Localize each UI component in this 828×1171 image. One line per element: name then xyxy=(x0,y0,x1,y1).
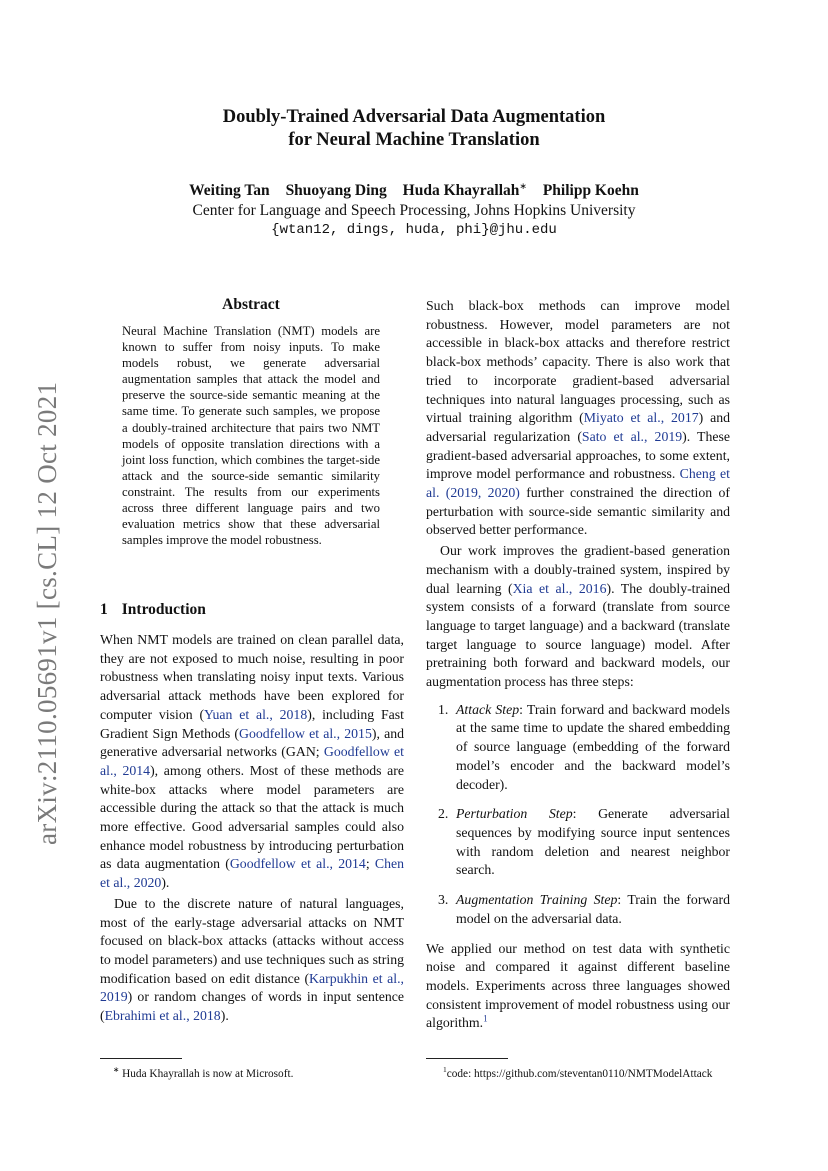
citation-link[interactable]: Yuan et al., 2018 xyxy=(204,706,308,722)
abstract-heading: Abstract xyxy=(222,296,280,313)
text-run: further constrained the direction of perturbation with source-side semantic similarity and observed better performance. xyxy=(426,485,730,538)
arxiv-stamp: arXiv:2110.05691v1 [cs.CL] 12 Oct 2021 xyxy=(32,381,62,845)
author-2: Shuoyang Ding xyxy=(285,182,387,200)
left-column xyxy=(100,631,404,1026)
footnote-right xyxy=(443,1063,712,1081)
author-3 xyxy=(403,182,527,199)
step-term: Augmentation Training Step xyxy=(456,892,618,908)
list-item xyxy=(426,805,730,880)
step-text: : Train forward and backward models at the same time to update the shared embedding of source language (embedding of the forward model’s encoder and the backward model’s decoder). xyxy=(456,701,730,792)
text-run: ). The doubly-trained system consists of a forward (translate from source language to target language) and a backward (translate target language to source language) model. After pretraining both forward and backward models, our augmentation process has three steps: xyxy=(426,580,730,690)
text-run: ) or random changes of words in input sentence ( xyxy=(100,989,404,1024)
text-run: We applied our method on test data with synthetic noise and compared it against different baseline models. Experiments across three languages showed consistent improvement of model robustness using our algorithm. xyxy=(426,940,730,1031)
author-3-name: Huda Khayrallah xyxy=(402,182,520,200)
step-number: 1. xyxy=(438,701,449,717)
right-column xyxy=(426,297,730,1033)
author-4: Philipp Koehn xyxy=(542,182,639,200)
author-1: Weiting Tan xyxy=(189,182,270,200)
author-3-footnote-mark[interactable]: ∗ xyxy=(519,181,527,191)
footnote-mark: ∗ xyxy=(113,1065,120,1074)
title-line-2: for Neural Machine Translation xyxy=(288,130,540,150)
citation-link[interactable]: Sato et al., 2019 xyxy=(581,428,683,444)
text-run: ). xyxy=(220,1008,229,1024)
intro-paragraph-4 xyxy=(426,542,730,692)
steps-list xyxy=(426,701,730,929)
text-run: ). These gradient-based adversarial approaches, to some extent, improve model performance and robustness. xyxy=(426,428,730,482)
step-term: Attack Step xyxy=(456,701,520,717)
affiliation: Center for Language and Speech Processing, Johns Hopkins University xyxy=(192,202,636,219)
citation-link[interactable]: Goodfellow et al., 2014 xyxy=(100,744,405,778)
footnote-left xyxy=(113,1063,293,1081)
text-run: ) and adversarial regularization ( xyxy=(426,410,731,444)
text-run: Due to the discrete nature of natural languages, most of the early-stage adversarial attacks on NMT focused on black-box attacks (attacks without access to model parameters) and use techniques such as string modification based on edit distance ( xyxy=(100,895,404,986)
section-heading-introduction xyxy=(100,601,206,619)
footnote-rule-right xyxy=(426,1058,508,1059)
text-run: When NMT models are trained on clean parallel data, they are not exposed to much noise, resulting in poor robustness when translating noisy input texts. Various adversarial attack methods have been explored for computer vision ( xyxy=(100,632,404,722)
citation-link[interactable]: Goodfellow et al., 2014 xyxy=(229,856,366,872)
citation-link[interactable]: Cheng et al. (2019, 2020) xyxy=(426,466,730,501)
text-run: ), including Fast Gradient Sign Methods ( xyxy=(100,706,405,741)
step-text: : Train the forward model on the adversarial data. xyxy=(456,892,730,926)
text-run: ), and generative adversarial networks (GAN; xyxy=(100,725,404,760)
citation-link[interactable]: Miyato et al., 2017 xyxy=(583,410,699,426)
author-emails: {wtan12, dings, huda, phi}@jhu.edu xyxy=(271,222,557,238)
text-run: ; xyxy=(365,856,375,872)
citation-link[interactable]: Goodfellow et al., 2015 xyxy=(239,725,372,741)
section-title: Introduction xyxy=(121,601,206,618)
text-run: Such black-box methods can improve model robustness. However, model parameters are not accessible in black-box attacks and therefore restrict black-box methods’ capacity. There is also work that tried to incorporate gradient-based adversarial techniques into natural languages processing, such as virtual training algorithm ( xyxy=(426,298,730,426)
footnote-mark-link[interactable]: 1 xyxy=(483,1013,488,1024)
footnote-link-text[interactable]: code: https://github.com/steventan0110/NMTModelAttack xyxy=(446,1067,713,1080)
text-run: ), among others. Most of these methods are white-box attacks where model parameters are accessible during the attack so that the attack is much more effective. Good adversarial samples could also enhance model robustness by introducing perturbation as data augmentation ( xyxy=(100,762,404,872)
footnote-mark: 1 xyxy=(443,1065,447,1074)
footnote-text: Huda Khayrallah is now at Microsoft. xyxy=(119,1067,294,1080)
citation-link[interactable]: Ebrahimi et al., 2018 xyxy=(104,1008,221,1024)
intro-paragraph-5 xyxy=(426,940,730,1034)
list-item xyxy=(426,701,730,795)
author-list xyxy=(100,181,728,200)
step-text: : Generate adversarial sequences by modifying source input sentences with random deletion and nearest neighbor search. xyxy=(456,806,730,878)
paper-title xyxy=(100,106,728,152)
step-term: Perturbation Step xyxy=(456,806,573,822)
footnote-rule-left xyxy=(100,1058,182,1059)
section-number: 1 xyxy=(100,601,108,618)
step-number: 2. xyxy=(438,806,449,822)
text-run: ). xyxy=(161,875,170,891)
text-run: Our work improves the gradient-based generation mechanism with a doubly-trained system, inspired by dual learning ( xyxy=(426,543,730,596)
citation-link[interactable]: Chen et al., 2020 xyxy=(100,856,404,891)
list-item xyxy=(426,891,730,928)
intro-paragraph-2 xyxy=(100,895,404,1026)
step-number: 3. xyxy=(438,892,449,908)
citation-link[interactable]: Xia et al., 2016 xyxy=(512,580,607,596)
abstract-body: Neural Machine Translation (NMT) models are known to suffer from noisy inputs. To make models robust, we generate adversarial augmentation samples that attack the model and preserve the source-side semantic meaning at the same time. To generate such samples, we propose a doubly-trained architecture that pairs two NMT models of opposite translation directions with a joint loss function, which combines the target-side attack and the source-side semantic similarity constraint. The results from our experiments across three different language pairs and two evaluation metrics show that these adversarial samples improve the model robustness. xyxy=(122,324,380,548)
intro-paragraph-3 xyxy=(426,297,730,540)
title-line-1: Doubly-Trained Adversarial Data Augmentation xyxy=(222,107,606,127)
intro-paragraph-1 xyxy=(100,631,404,893)
citation-link[interactable]: Karpukhin et al., 2019 xyxy=(100,970,405,1005)
